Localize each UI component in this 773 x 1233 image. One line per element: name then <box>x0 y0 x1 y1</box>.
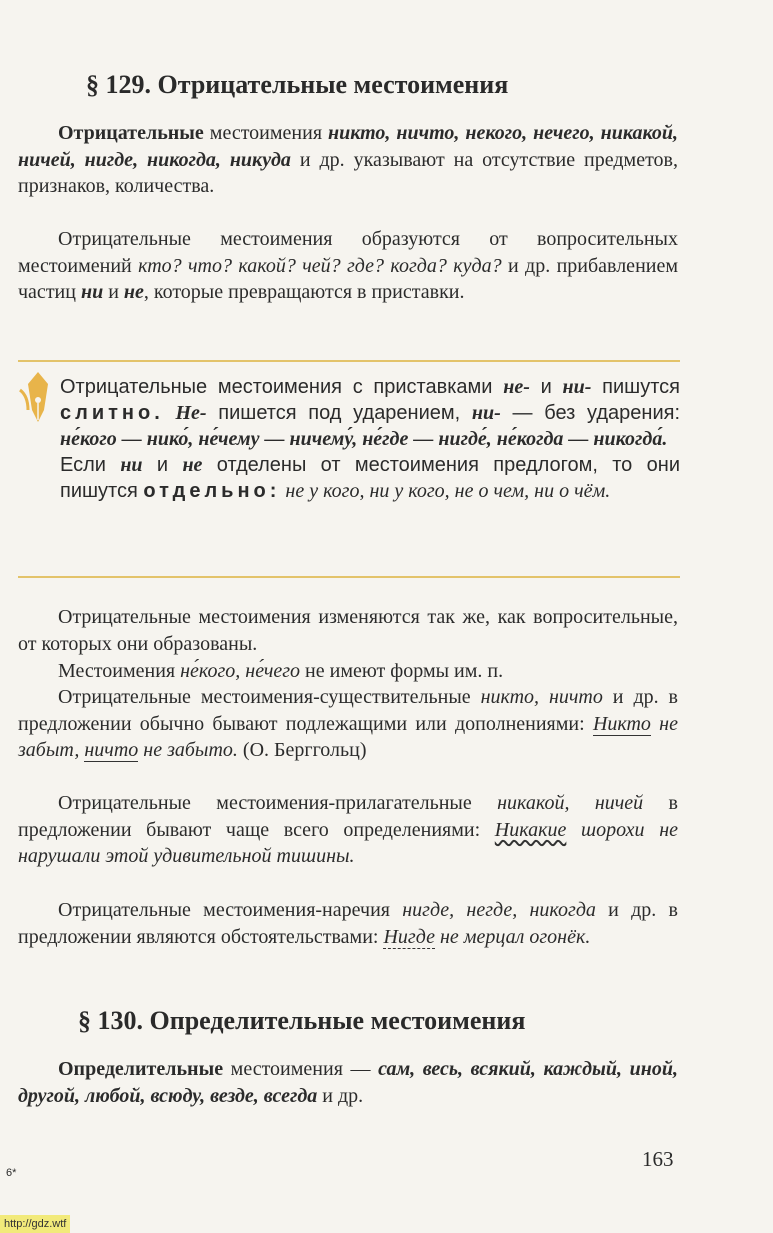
paragraph-no-nominative <box>18 658 678 685</box>
text: и др. <box>317 1084 364 1107</box>
particle-ne: не <box>123 281 144 303</box>
text: — без ударения: <box>500 402 681 424</box>
rule-examples: не́кого — нико́, не́чему — ничему́, не́где — нигде́, не́когда — никогда́. <box>60 428 668 450</box>
pronoun-list: никакой, ничей <box>497 792 644 814</box>
term-lead: Определительные <box>58 1058 224 1080</box>
prefix-ne: не- <box>503 376 530 398</box>
signature-mark: 6* <box>6 1167 17 1179</box>
example-adverbial: Нигде <box>383 925 435 948</box>
text: Отрицательные местоимения-прилагательные <box>58 792 498 814</box>
text: и др. в предложении являются обстоятельствами: <box>18 899 678 948</box>
particle-ne: не <box>182 454 203 476</box>
text: местоимения — <box>223 1058 379 1080</box>
text: и <box>529 376 563 398</box>
paragraph-declension: Отрицательные местоимения изменяются так же, как вопросительные, от которых они образованы. <box>18 606 678 655</box>
rule-text <box>60 374 680 504</box>
pronoun-list: сам, весь, всякий, каждый, иной, другой, любой, всюду, везде, всегда <box>18 1058 678 1107</box>
quote-source: (О. Берггольц) <box>237 739 367 761</box>
text: пишутся <box>591 376 680 398</box>
keyword-together: слитно. <box>60 402 164 424</box>
text: отделены от местоимения предлогом, то они пишутся <box>60 454 680 502</box>
paragraph-definition <box>18 120 678 200</box>
rule-bottom-line <box>18 576 680 578</box>
rule-examples: не у кого, ни у кого, не о чем, ни о чём. <box>280 480 611 502</box>
term-lead: Отрицательные <box>58 122 204 144</box>
example-subject: Никто <box>592 712 651 735</box>
pronoun-list: нигде, негде, никогда <box>402 899 596 921</box>
example-text: не забыт, <box>18 712 678 761</box>
text: и др. прибавлением частиц <box>18 254 679 303</box>
example-text: шорохи не нарушали этой удивительной тишины. <box>18 818 678 867</box>
spelling-rule-box <box>18 360 680 582</box>
rule-top-line <box>18 360 680 362</box>
question-words: кто? что? какой? чей? где? когда? куда? <box>138 254 502 277</box>
text: и др. указывают на отсутствие предметов, признаков, количества. <box>18 148 678 197</box>
paragraph-adverbs <box>18 897 678 950</box>
text: не имеют формы им. п. <box>300 660 504 682</box>
paragraph-definitive <box>18 1056 678 1109</box>
pronoun-list: никто, ничто <box>480 686 603 708</box>
particle-ni: ни <box>120 454 143 476</box>
paragraph-adjectives <box>18 790 678 870</box>
particle-ni: ни <box>80 281 104 303</box>
text: Отрицательные местоимения образуются от вопросительных местоимений <box>18 228 678 277</box>
paragraph-nouns <box>18 684 678 764</box>
text: в предложении бывают чаще всего определениями: <box>18 792 678 841</box>
prefix-ni: ни- <box>471 402 501 424</box>
example-attribute: Никакие <box>494 818 567 841</box>
text: Если <box>60 454 121 476</box>
text: Местоимения <box>58 660 181 682</box>
example-subject: ничто <box>84 739 139 761</box>
keyword-separately: отдельно: <box>143 480 281 502</box>
pen-nib-icon <box>18 370 58 428</box>
text: и др. в предложении обычно бывают подлежащими или дополнениями: <box>18 686 678 735</box>
text: пишется под ударением, <box>206 402 472 424</box>
text: , которые превращаются в приставки. <box>143 281 465 303</box>
text: и <box>103 281 124 303</box>
section-130-title: § 130. Определительные местоимения <box>78 1006 526 1035</box>
example-text: не забыто. <box>138 739 238 761</box>
text: местоимения <box>203 122 329 144</box>
prefix-ne: Не- <box>175 402 207 424</box>
section-129-title: § 129. Отрицательные местоимения <box>86 70 509 99</box>
prefix-ni: ни- <box>562 376 592 398</box>
paragraph-formation <box>18 226 678 306</box>
text: Отрицательные местоимения с приставками <box>60 376 504 398</box>
pronoun-list: никто, ничто, некого, нечего, никакой, ничей, нигде, никогда, никуда <box>18 122 678 171</box>
pronoun-list: не́кого, не́чего <box>180 660 301 682</box>
text: и <box>142 454 183 476</box>
example-text: не мерцал огонёк. <box>434 925 591 948</box>
text: Отрицательные местоимения-существительные <box>58 686 481 708</box>
text: Отрицательные местоимения-наречия <box>58 899 403 921</box>
watermark-link[interactable]: http://gdz.wtf <box>0 1215 70 1233</box>
page-number: 163 <box>642 1147 674 1171</box>
